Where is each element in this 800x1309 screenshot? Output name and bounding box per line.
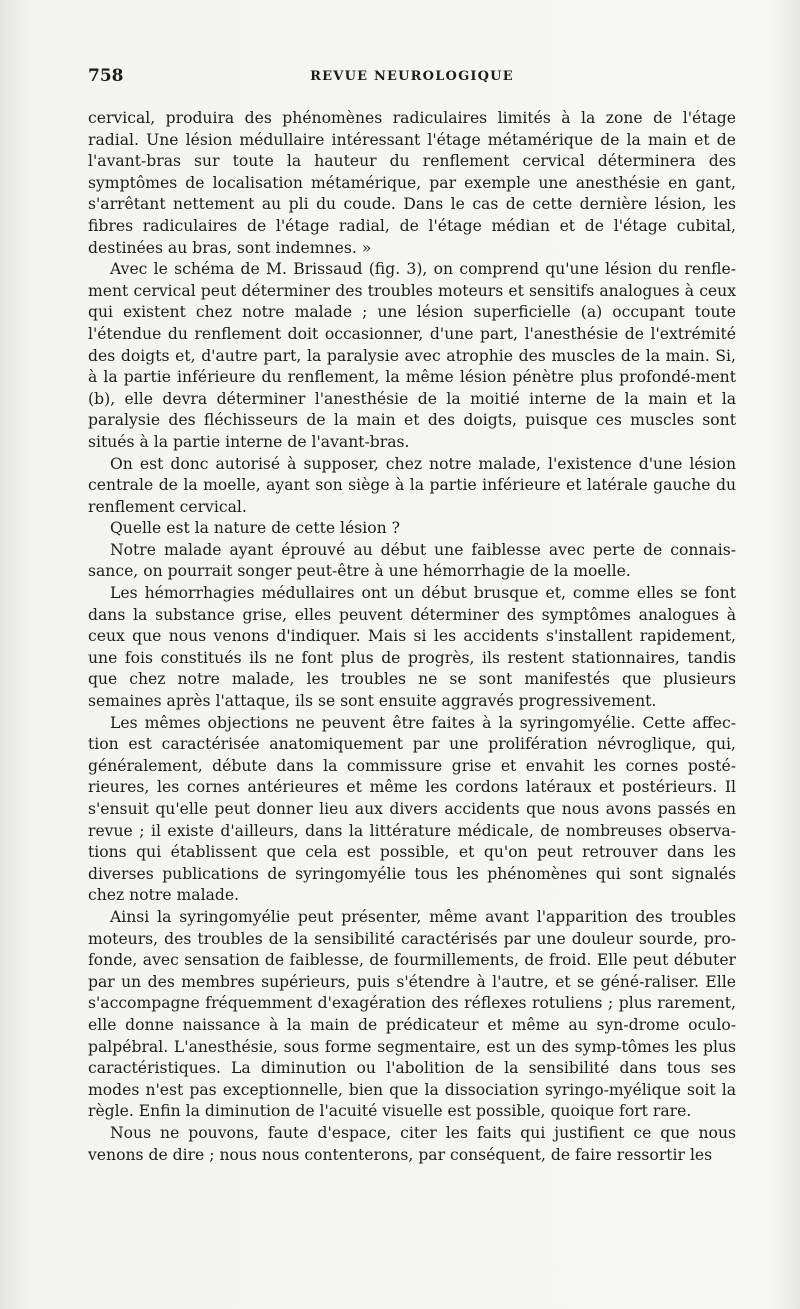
paragraph: Ainsi la syringomyélie peut présenter, même avant l'apparition des troubles moteurs, des troubles de la sensibilité caractérisés par une douleur sourde, pro-fonde, avec sensation de faiblesse, de fourmillements, de froid. Elle peut débuter par un des membres supérieurs, puis s'étendre à l'autre, et se géné-raliser. Elle s'accompagne fréquemment d'exagération des réflexes rotuliens ; plus rarement, elle donne naissance à la main de prédicateur et même au syn-drome oculo-palpébral. L'anesthésie, sous forme segmentaire, est un des symp-tômes les plus caractéristiques. La diminution ou l'abolition de la sensibilité dans tous ses modes n'est pas exceptionnelle, bien que la dissociation syringo-myélique soit la règle. Enfin la diminution de l'acuité visuelle est possible, quoique fort rare. <box>88 907 736 1121</box>
paragraph: Avec le schéma de M. Brissaud (fig. 3), on comprend qu'une lésion du renfle-ment cervical peut déterminer des troubles moteurs et sensitifs analogues à ceux qui existent chez notre malade ; une lésion superficielle (a) occupant toute l'étendue du renflement doit occasionner, d'une part, l'anesthésie de l'extrémité des doigts et, d'autre part, la paralysie avec atrophie des muscles de la main. Si, à la partie inférieure du renflement, la même lésion pénètre plus profondé-ment (b), elle devra déterminer l'anesthésie de la moitié interne de la main et la paralysie des fléchisseurs de la main et des doigts, puisque ces muscles sont situés à la partie interne de l'avant-bras. <box>88 260 736 451</box>
page-header <box>88 66 736 88</box>
paragraph: Nous ne pouvons, faute d'espace, citer les faits qui justifient ce que nous venons de dire ; nous nous contenterons, par conséquent, de faire ressortir les <box>88 1123 736 1164</box>
paragraph: Les hémorrhagies médullaires ont un début brusque et, comme elles se font dans la substance grise, elles peuvent déterminer des symptômes analogues à ceux que nous venons d'indiquer. Mais si les accidents s'installent rapidement, une fois constitués ils ne font plus de progrès, ils restent stationnaires, tandis que chez notre malade, les troubles ne se sont manifestés que plusieurs semaines après l'attaque, ils se sont ensuite aggravés progressivement. <box>88 584 736 711</box>
paragraph: Quelle est la nature de cette lésion ? <box>110 519 400 538</box>
paragraph: On est donc autorisé à supposer, chez notre malade, l'existence d'une lésion centrale de la moelle, ayant son siège à la partie inférieure et latérale gauche du renflement cervical. <box>88 454 736 516</box>
paragraph: Les mêmes objections ne peuvent être faites à la syringomyélie. Cette affec-tion est caractérisée anatomiquement par une prolifération névroglique, qui, généralement, débute dans la commissure grise et envahit les cornes posté-rieures, les cornes antérieures et même les cordons latéraux et postérieurs. Il s'ensuit qu'elle peut donner lieu aux divers accidents que nous avons passés en revue ; il existe d'ailleurs, dans la littérature médicale, de nombreuses observa-tions qui établissent que cela est possible, et qu'on peut retrouver dans les diverses publications de syringomyélie tous les phénomènes qui sont signalés chez notre malade. <box>88 713 736 905</box>
running-head: REVUE NEUROLOGIQUE <box>310 69 514 84</box>
page-number: 758 <box>88 66 124 86</box>
body-text <box>88 108 736 1166</box>
paragraph: Notre malade ayant éprouvé au début une faiblesse avec perte de connais-sance, on pourrait songer peut-être à une hémorrhagie de la moelle. <box>88 540 736 581</box>
paragraph: cervical, produira des phénomènes radiculaires limités à la zone de l'étage radial. Une lésion médullaire intéressant l'étage métamérique de la main et de l'avant-bras sur toute la hauteur du renflement cervical déterminera des symptômes de localisation métamérique, par exemple une anesthésie en gant, s'arrêtant nettement au pli du coude. Dans le cas de cette dernière lésion, les fibres radiculaires de l'étage radial, de l'étage médian et de l'étage cubital, destinées au bras, sont indemnes. » <box>88 109 736 257</box>
